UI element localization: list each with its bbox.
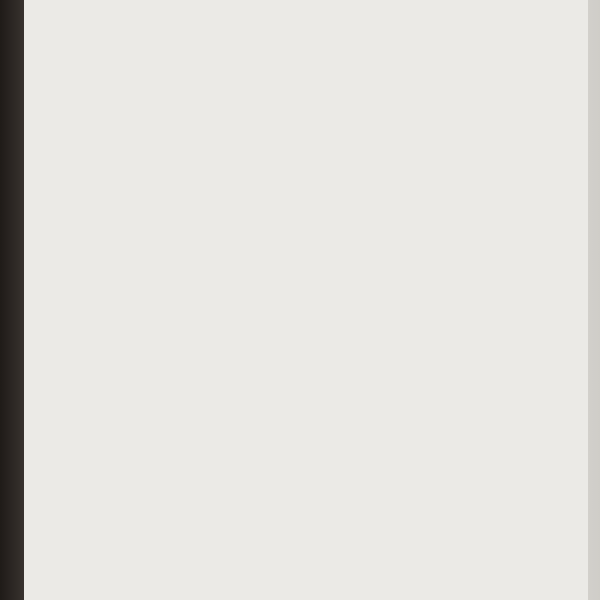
background-left xyxy=(0,0,26,600)
care-log-sheet xyxy=(24,0,588,600)
